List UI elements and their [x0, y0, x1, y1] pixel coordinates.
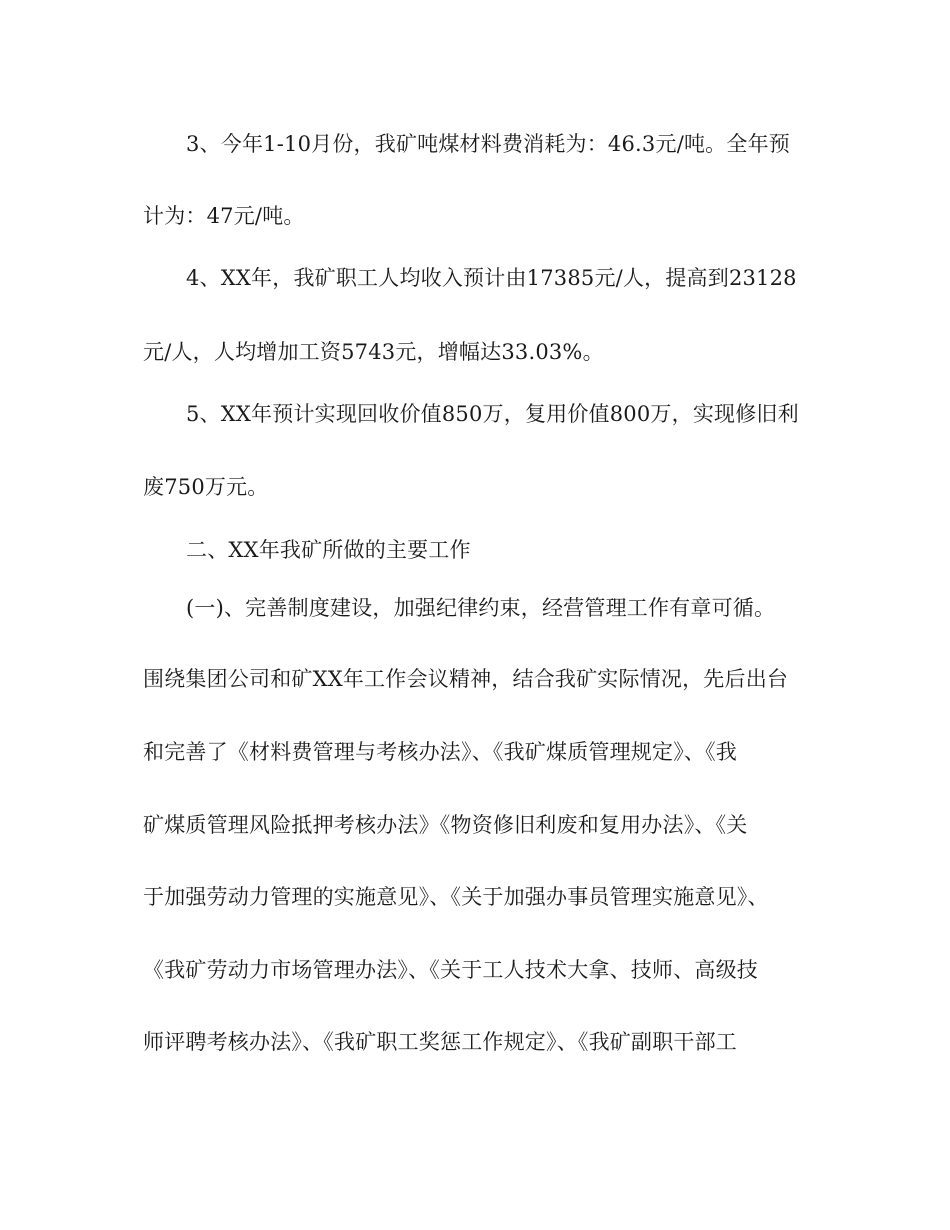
- paragraph-line: 师评聘考核办法》、《我矿职工奖惩工作规定》、《我矿副职干部工: [143, 1030, 737, 1054]
- paragraph-line: 元/人，人均增加工资5743元，增幅达33.03%。: [143, 340, 604, 364]
- paragraph-line: 5、XX年预计实现回收价值850万，复用价值800万，实现修旧利: [186, 402, 799, 426]
- paragraph-line: 《我矿劳动力市场管理办法》、《关于工人技术大拿、技师、高级技: [143, 958, 758, 982]
- section-heading: 二、XX年我矿所做的主要工作: [186, 538, 471, 562]
- paragraph-line: 和完善了《材料费管理与考核办法》、《我矿煤质管理规定》、《我: [143, 740, 737, 764]
- paragraph-line: 矿煤质管理风险抵押考核办法》《物资修旧利废和复用办法》、《关: [143, 813, 748, 837]
- paragraph-line: 4、XX年，我矿职工人均收入预计由17385元/人，提高到23128: [186, 266, 797, 290]
- paragraph-line: 计为：47元/吨。: [143, 204, 305, 228]
- paragraph-line: 于加强劳动力管理的实施意见》、《关于加强办事员管理实施意见》、: [143, 885, 769, 909]
- subsection-heading: (一)、完善制度建设，加强纪律约束，经营管理工作有章可循。: [186, 596, 776, 620]
- paragraph-line: 3、今年1-10月份，我矿吨煤材料费消耗为：46.3元/吨。全年预: [186, 132, 790, 156]
- paragraph-line: 围绕集团公司和矿XX年工作会议精神，结合我矿实际情况，先后出台: [143, 667, 789, 691]
- paragraph-line: 废750万元。: [143, 475, 269, 499]
